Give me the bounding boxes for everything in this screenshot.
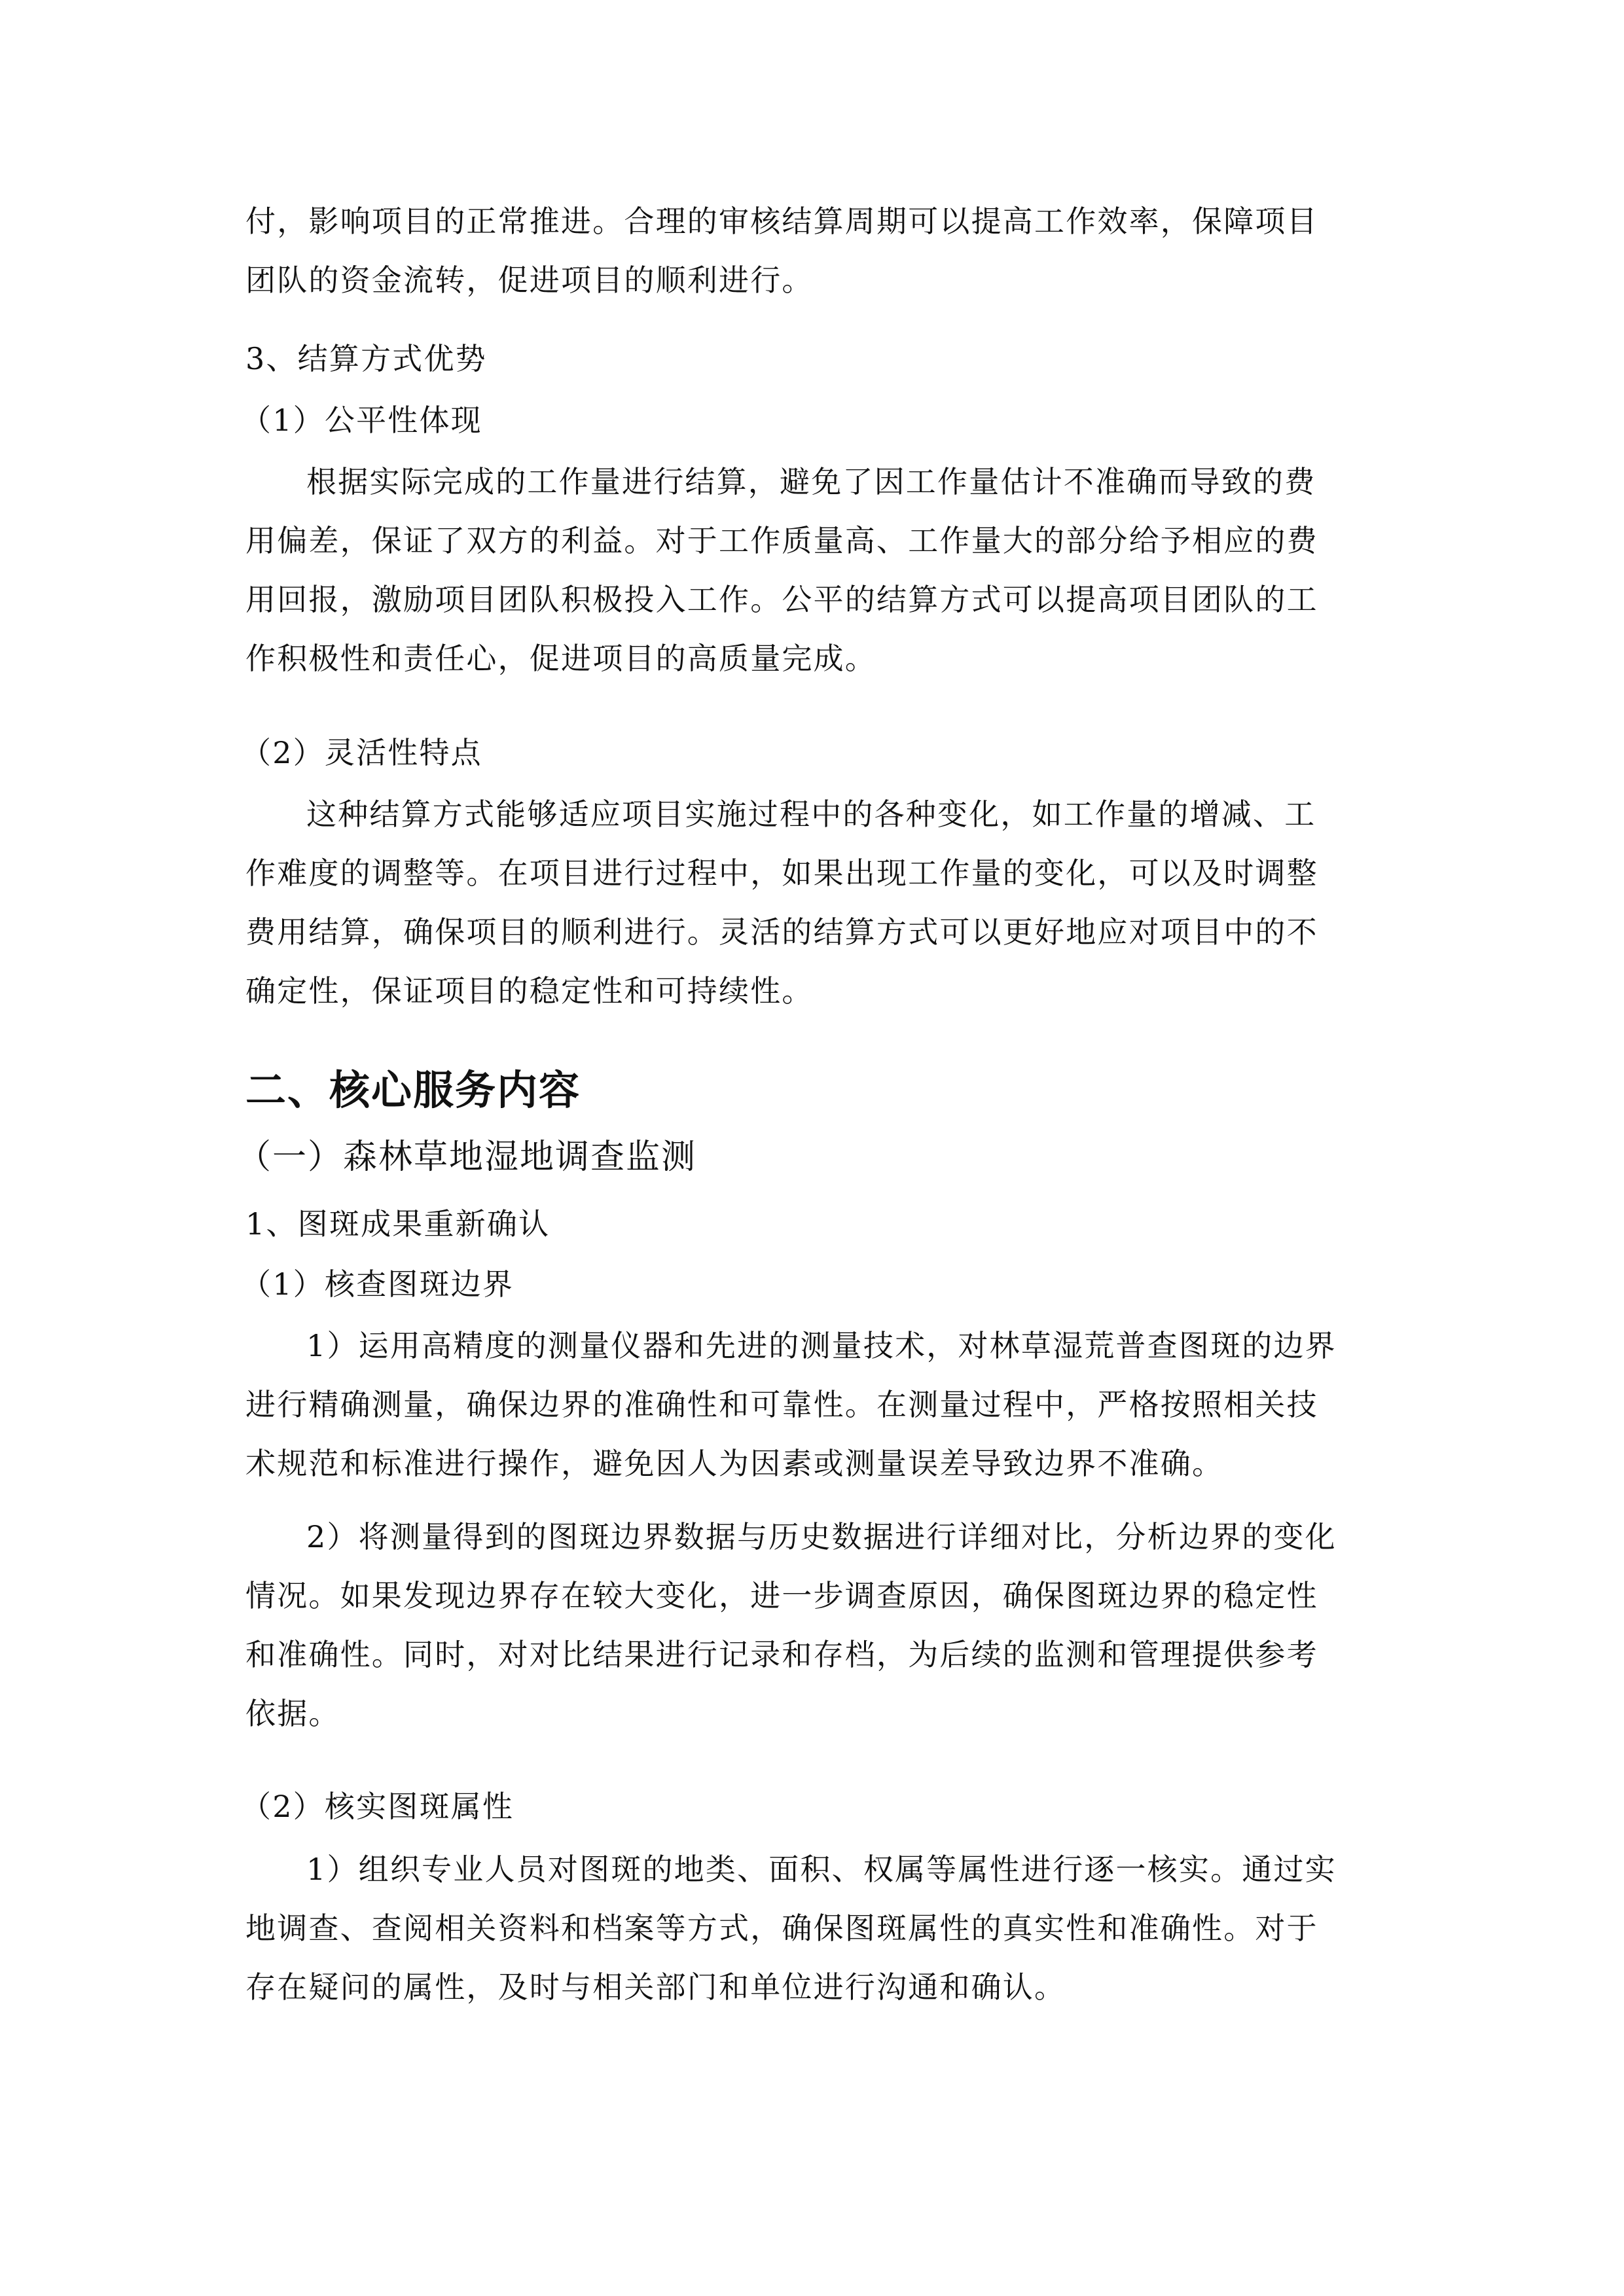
paragraph-line: 依据。 <box>245 1696 340 1731</box>
subsection-heading: （1）核查图斑边界 <box>241 1266 514 1302</box>
paragraph-line: 这种结算方式能够适应项目实施过程中的各种变化，如工作量的增减、工 <box>306 797 1316 832</box>
chapter-heading: 二、核心服务内容 <box>245 1066 581 1114</box>
paragraph-line: 根据实际完成的工作量进行结算，避免了因工作量估计不准确而导致的费 <box>306 464 1316 499</box>
paragraph-line: 费用结算，确保项目的顺利进行。灵活的结算方式可以更好地应对项目中的不 <box>245 914 1318 950</box>
paragraph-line: 用回报，激励项目团队积极投入工作。公平的结算方式可以提高项目团队的工 <box>245 582 1318 617</box>
paragraph-line: 团队的资金流转，促进项目的顺利进行。 <box>245 262 814 298</box>
paragraph-line: 1）组织专业人员对图斑的地类、面积、权属等属性进行逐一核实。通过实 <box>306 1852 1337 1887</box>
section-heading: 3、结算方式优势 <box>245 341 487 376</box>
paragraph-line: 2）将测量得到的图斑边界数据与历史数据进行详细对比，分析边界的变化 <box>306 1519 1337 1554</box>
paragraph-line: 1）运用高精度的测量仪器和先进的测量技术，对林草湿荒普查图斑的边界 <box>306 1328 1337 1363</box>
paragraph-line: 和准确性。同时，对对比结果进行记录和存档，为后续的监测和管理提供参考 <box>245 1637 1318 1672</box>
paragraph-line: 用偏差，保证了双方的利益。对于工作质量高、工作量大的部分给予相应的费 <box>245 523 1318 558</box>
paragraph-line: 进行精确测量，确保边界的准确性和可靠性。在测量过程中，严格按照相关技 <box>245 1387 1318 1422</box>
subsection-heading: （1）公平性体现 <box>241 403 482 438</box>
subsection-heading: （2）核实图斑属性 <box>241 1789 514 1824</box>
paragraph-line: 术规范和标准进行操作，避免因人为因素或测量误差导致边界不准确。 <box>245 1446 1224 1481</box>
subsection-heading: （2）灵活性特点 <box>241 735 482 770</box>
part-heading: （一）森林草地湿地调查监测 <box>237 1138 697 1177</box>
paragraph-line: 地调查、查阅相关资料和档案等方式，确保图斑属性的真实性和准确性。对于 <box>245 1910 1318 1946</box>
paragraph-line: 情况。如果发现边界存在较大变化，进一步调查原因，确保图斑边界的稳定性 <box>245 1578 1318 1613</box>
paragraph-line: 付，影响项目的正常推进。合理的审核结算周期可以提高工作效率，保障项目 <box>245 204 1318 239</box>
paragraph-line: 作难度的调整等。在项目进行过程中，如果出现工作量的变化，可以及时调整 <box>245 855 1318 891</box>
section-heading: 1、图斑成果重新确认 <box>245 1206 550 1242</box>
paragraph-line: 确定性，保证项目的稳定性和可持续性。 <box>245 973 814 1009</box>
paragraph-line: 存在疑问的属性，及时与相关部门和单位进行沟通和确认。 <box>245 1969 1066 2005</box>
paragraph-line: 作积极性和责任心，促进项目的高质量完成。 <box>245 641 876 676</box>
